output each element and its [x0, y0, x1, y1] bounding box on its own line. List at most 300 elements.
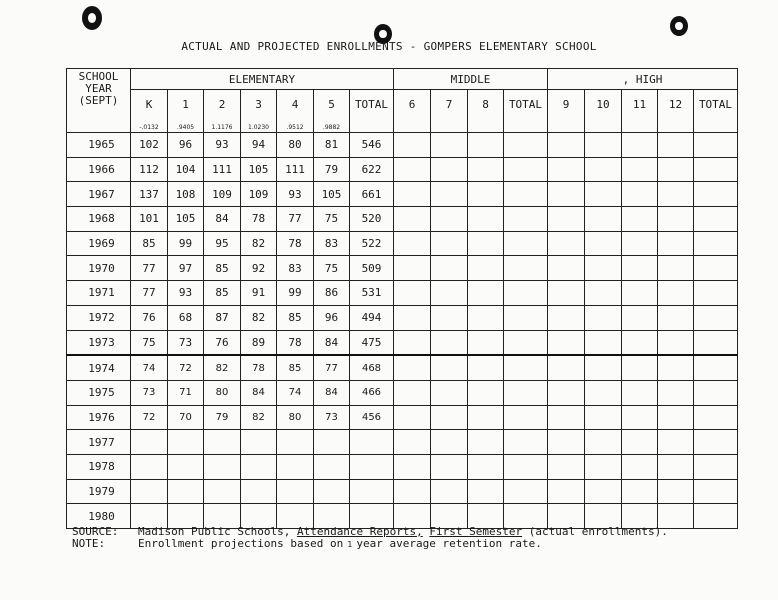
elementary-col-header — [204, 90, 241, 133]
empty-cell — [694, 355, 738, 380]
empty-cell — [431, 207, 468, 232]
empty-cell — [585, 133, 622, 158]
elementary-value-cell: 85 — [277, 305, 314, 330]
elementary-value-cell — [131, 479, 168, 504]
empty-cell — [504, 479, 548, 504]
elementary-value-cell: 475 — [350, 330, 394, 355]
elementary-value-cell: 109 — [204, 182, 241, 207]
punch-hole-left — [82, 6, 102, 30]
empty-cell — [622, 479, 658, 504]
elementary-value-cell — [314, 479, 350, 504]
table-row — [67, 182, 738, 207]
empty-cell — [658, 454, 694, 479]
empty-cell — [622, 207, 658, 232]
elementary-value-cell: 93 — [277, 182, 314, 207]
column-label: 12 — [668, 98, 683, 111]
elementary-value-cell: 84 — [314, 380, 350, 405]
elementary-value-cell — [314, 454, 350, 479]
note-label: NOTE: — [72, 537, 106, 550]
high-section-header: , HIGH — [548, 69, 738, 90]
elementary-value-cell: 86 — [314, 281, 350, 306]
table-row — [67, 281, 738, 306]
elementary-value-cell — [131, 430, 168, 455]
elementary-value-cell: 101 — [131, 207, 168, 232]
elementary-value-cell — [168, 479, 204, 504]
empty-cell — [468, 182, 504, 207]
year-cell: 1969 — [67, 231, 131, 256]
year-cell: 1965 — [67, 133, 131, 158]
empty-cell — [585, 405, 622, 430]
empty-cell — [548, 305, 585, 330]
note-prefix: Enrollment projections based on — [138, 537, 344, 550]
elementary-section-header: ELEMENTARY — [131, 69, 394, 90]
elementary-value-cell — [168, 430, 204, 455]
retention-rate: .9882 — [322, 124, 341, 131]
high-col-header — [622, 90, 658, 133]
column-label: 7 — [445, 98, 453, 111]
empty-cell — [468, 231, 504, 256]
year-cell: 1972 — [67, 305, 131, 330]
empty-cell — [658, 256, 694, 281]
elementary-value-cell: 75 — [131, 330, 168, 355]
elementary-value-cell: 85 — [204, 281, 241, 306]
middle-section-header: MIDDLE — [394, 69, 548, 90]
empty-cell — [431, 133, 468, 158]
elementary-value-cell: 102 — [131, 133, 168, 158]
elementary-value-cell: 79 — [204, 405, 241, 430]
empty-cell — [622, 231, 658, 256]
table-row — [67, 157, 738, 182]
projection-note — [72, 538, 668, 551]
empty-cell — [394, 355, 431, 380]
elementary-value-cell: 82 — [241, 305, 277, 330]
elementary-value-cell: 77 — [131, 281, 168, 306]
retention-rate: .9405 — [176, 124, 195, 131]
empty-cell — [394, 405, 431, 430]
empty-cell — [431, 430, 468, 455]
elementary-value-cell: 95 — [204, 231, 241, 256]
empty-cell — [468, 330, 504, 355]
empty-cell — [431, 454, 468, 479]
elementary-value-cell: 73 — [314, 405, 350, 430]
empty-cell — [468, 355, 504, 380]
elementary-value-cell: 87 — [204, 305, 241, 330]
year-cell: 1968 — [67, 207, 131, 232]
elementary-value-cell: 546 — [350, 133, 394, 158]
empty-cell — [431, 157, 468, 182]
empty-cell — [431, 231, 468, 256]
table-row — [67, 330, 738, 355]
elementary-value-cell: 78 — [241, 207, 277, 232]
elementary-value-cell: 80 — [204, 380, 241, 405]
elementary-value-cell: 76 — [131, 305, 168, 330]
empty-cell — [585, 454, 622, 479]
elementary-value-cell: 105 — [168, 207, 204, 232]
column-label: 8 — [482, 98, 489, 111]
elementary-value-cell: 77 — [131, 256, 168, 281]
empty-cell — [394, 157, 431, 182]
empty-cell — [504, 182, 548, 207]
empty-cell — [504, 281, 548, 306]
empty-cell — [548, 430, 585, 455]
middle-col-header — [431, 90, 468, 133]
elementary-value-cell: 111 — [277, 157, 314, 182]
punch-hole-right — [670, 16, 688, 36]
column-label: K — [145, 98, 153, 111]
elementary-value-cell: 75 — [314, 207, 350, 232]
empty-cell — [585, 430, 622, 455]
empty-cell — [504, 256, 548, 281]
elementary-value-cell: 73 — [168, 330, 204, 355]
retention-rate: 1.1176 — [211, 124, 233, 131]
empty-cell — [658, 231, 694, 256]
empty-cell — [431, 182, 468, 207]
empty-cell — [694, 454, 738, 479]
empty-cell — [585, 305, 622, 330]
elementary-value-cell: 522 — [350, 231, 394, 256]
elementary-value-cell — [277, 430, 314, 455]
column-label: 2 — [218, 98, 226, 111]
empty-cell — [468, 380, 504, 405]
source-label: SOURCE: — [72, 525, 119, 538]
empty-cell — [394, 133, 431, 158]
empty-cell — [622, 281, 658, 306]
empty-cell — [431, 405, 468, 430]
elementary-value-cell: 71 — [168, 380, 204, 405]
empty-cell — [694, 305, 738, 330]
elementary-value-cell: 104 — [168, 157, 204, 182]
elementary-value-cell: 83 — [314, 231, 350, 256]
empty-cell — [585, 355, 622, 380]
elementary-col-header — [241, 90, 277, 133]
elementary-value-cell: 76 — [204, 330, 241, 355]
table-row — [67, 207, 738, 232]
elementary-value-cell: 94 — [241, 133, 277, 158]
empty-cell — [548, 182, 585, 207]
elementary-value-cell: 137 — [131, 182, 168, 207]
elementary-value-cell: 77 — [314, 355, 350, 380]
empty-cell — [548, 454, 585, 479]
empty-cell — [468, 281, 504, 306]
empty-cell — [622, 405, 658, 430]
elementary-value-cell: 78 — [241, 355, 277, 380]
table-row — [67, 256, 738, 281]
empty-cell — [504, 430, 548, 455]
elementary-value-cell — [241, 454, 277, 479]
elementary-value-cell: 91 — [241, 281, 277, 306]
column-label: 4 — [291, 98, 299, 111]
elementary-value-cell: 72 — [131, 405, 168, 430]
year-cell: 1977 — [67, 430, 131, 455]
elementary-value-cell: 78 — [277, 330, 314, 355]
empty-cell — [622, 454, 658, 479]
empty-cell — [468, 305, 504, 330]
empty-cell — [504, 454, 548, 479]
elementary-value-cell: 70 — [168, 405, 204, 430]
retention-rate: 1.0230 — [248, 124, 269, 131]
empty-cell — [622, 430, 658, 455]
empty-cell — [431, 256, 468, 281]
middle-col-header — [394, 90, 431, 133]
elementary-col-header — [168, 90, 204, 133]
empty-cell — [548, 256, 585, 281]
elementary-value-cell — [314, 430, 350, 455]
year-cell: 1979 — [67, 479, 131, 504]
elementary-value-cell: 661 — [350, 182, 394, 207]
elementary-value-cell: 99 — [277, 281, 314, 306]
elementary-value-cell — [350, 479, 394, 504]
empty-cell — [694, 182, 738, 207]
empty-cell — [622, 133, 658, 158]
empty-cell — [394, 305, 431, 330]
elementary-col-header — [350, 90, 394, 133]
year-header-line: YEAR — [85, 82, 112, 95]
empty-cell — [548, 355, 585, 380]
elementary-value-cell: 79 — [314, 157, 350, 182]
column-label: 6 — [408, 98, 416, 111]
elementary-value-cell: 75 — [314, 256, 350, 281]
elementary-value-cell — [241, 430, 277, 455]
year-cell: 1974 — [67, 355, 131, 380]
empty-cell — [585, 380, 622, 405]
empty-cell — [548, 330, 585, 355]
table-row — [67, 355, 738, 380]
elementary-value-cell — [241, 479, 277, 504]
empty-cell — [585, 330, 622, 355]
empty-cell — [694, 479, 738, 504]
empty-cell — [622, 380, 658, 405]
empty-cell — [394, 281, 431, 306]
empty-cell — [585, 231, 622, 256]
empty-cell — [431, 305, 468, 330]
empty-cell — [622, 330, 658, 355]
elementary-value-cell: 105 — [241, 157, 277, 182]
empty-cell — [585, 207, 622, 232]
column-label: 1 — [182, 98, 189, 111]
year-header-line: (SEPT) — [78, 94, 119, 107]
elementary-value-cell: 93 — [204, 133, 241, 158]
empty-cell — [658, 305, 694, 330]
high-col-header — [694, 90, 738, 133]
empty-cell — [468, 479, 504, 504]
empty-cell — [394, 380, 431, 405]
year-cell: 1980 — [67, 504, 131, 529]
year-cell: 1975 — [67, 380, 131, 405]
empty-cell — [394, 182, 431, 207]
empty-cell — [694, 504, 738, 529]
elementary-value-cell: 85 — [131, 231, 168, 256]
elementary-value-cell: 84 — [241, 380, 277, 405]
empty-cell — [431, 380, 468, 405]
elementary-value-cell — [168, 454, 204, 479]
year-cell: 1971 — [67, 281, 131, 306]
empty-cell — [622, 157, 658, 182]
empty-cell — [548, 479, 585, 504]
elementary-value-cell: 74 — [277, 380, 314, 405]
empty-cell — [548, 380, 585, 405]
elementary-value-cell: 73 — [131, 380, 168, 405]
column-label: 3 — [255, 98, 262, 111]
empty-cell — [431, 355, 468, 380]
empty-cell — [468, 207, 504, 232]
empty-cell — [694, 231, 738, 256]
empty-cell — [694, 157, 738, 182]
column-label: TOTAL — [508, 98, 543, 111]
elementary-value-cell: 68 — [168, 305, 204, 330]
empty-cell — [585, 479, 622, 504]
table-row — [67, 133, 738, 158]
elementary-value-cell: 84 — [204, 207, 241, 232]
empty-cell — [504, 330, 548, 355]
year-cell: 1966 — [67, 157, 131, 182]
elementary-value-cell: 108 — [168, 182, 204, 207]
empty-cell — [658, 355, 694, 380]
empty-cell — [394, 231, 431, 256]
source-attendance-reports: Attendance Reports, — [296, 525, 423, 538]
empty-cell — [548, 207, 585, 232]
empty-cell — [548, 231, 585, 256]
empty-cell — [394, 330, 431, 355]
empty-cell — [431, 281, 468, 306]
elementary-value-cell: 77 — [277, 207, 314, 232]
elementary-value-cell: 97 — [168, 256, 204, 281]
elementary-col-header — [131, 90, 168, 133]
year-column-header — [67, 69, 131, 133]
elementary-value-cell — [350, 454, 394, 479]
empty-cell — [468, 256, 504, 281]
table-row — [67, 380, 738, 405]
column-label: 9 — [562, 98, 570, 111]
enrollment-table — [66, 68, 738, 529]
year-cell: 1978 — [67, 454, 131, 479]
empty-cell — [658, 405, 694, 430]
elementary-value-cell: 80 — [277, 133, 314, 158]
empty-cell — [658, 479, 694, 504]
empty-cell — [504, 231, 548, 256]
empty-cell — [548, 157, 585, 182]
table-row — [67, 430, 738, 455]
empty-cell — [394, 454, 431, 479]
source-first-semester: First Semester — [429, 525, 523, 538]
elementary-value-cell: 81 — [314, 133, 350, 158]
column-label: TOTAL — [354, 98, 389, 111]
elementary-value-cell — [350, 430, 394, 455]
empty-cell — [504, 207, 548, 232]
empty-cell — [504, 133, 548, 158]
elementary-value-cell — [131, 454, 168, 479]
elementary-value-cell: 509 — [350, 256, 394, 281]
elementary-value-cell: 82 — [241, 231, 277, 256]
empty-cell — [658, 430, 694, 455]
elementary-value-cell: 622 — [350, 157, 394, 182]
empty-cell — [431, 479, 468, 504]
empty-cell — [548, 133, 585, 158]
footnotes — [72, 526, 668, 551]
source-suffix: (actual enrollments). — [528, 525, 668, 538]
empty-cell — [468, 454, 504, 479]
empty-cell — [548, 281, 585, 306]
empty-cell — [504, 355, 548, 380]
elementary-value-cell — [204, 430, 241, 455]
year-header-line: SCHOOL — [78, 70, 119, 83]
year-cell: 1976 — [67, 405, 131, 430]
elementary-value-cell: 466 — [350, 380, 394, 405]
empty-cell — [394, 207, 431, 232]
elementary-value-cell: 105 — [314, 182, 350, 207]
empty-cell — [504, 380, 548, 405]
elementary-value-cell: 92 — [241, 256, 277, 281]
empty-cell — [694, 281, 738, 306]
column-label: 5 — [328, 98, 335, 111]
table-row — [67, 479, 738, 504]
elementary-value-cell: 456 — [350, 405, 394, 430]
empty-cell — [504, 405, 548, 430]
elementary-value-cell: 109 — [241, 182, 277, 207]
elementary-value-cell: 89 — [241, 330, 277, 355]
empty-cell — [658, 182, 694, 207]
elementary-value-cell — [277, 454, 314, 479]
elementary-value-cell: 93 — [168, 281, 204, 306]
elementary-value-cell: 82 — [241, 405, 277, 430]
elementary-value-cell: 531 — [350, 281, 394, 306]
elementary-value-cell: 80 — [277, 405, 314, 430]
empty-cell — [658, 133, 694, 158]
year-cell: 1970 — [67, 256, 131, 281]
empty-cell — [394, 430, 431, 455]
elementary-value-cell: 78 — [277, 231, 314, 256]
elementary-value-cell: 96 — [168, 133, 204, 158]
elementary-value-cell: 85 — [204, 256, 241, 281]
empty-cell — [622, 355, 658, 380]
empty-cell — [585, 182, 622, 207]
year-cell: 1967 — [67, 182, 131, 207]
elementary-col-header — [277, 90, 314, 133]
empty-cell — [622, 256, 658, 281]
empty-cell — [394, 256, 431, 281]
column-label: 11 — [632, 98, 647, 111]
elementary-value-cell: 468 — [350, 355, 394, 380]
source-prefix: Madison Public Schools, — [138, 525, 291, 538]
retention-rate: -.0132 — [139, 124, 159, 131]
empty-cell — [504, 157, 548, 182]
note-suffix: year average retention rate. — [356, 537, 542, 550]
empty-cell — [694, 405, 738, 430]
elementary-value-cell: 74 — [131, 355, 168, 380]
high-col-header — [658, 90, 694, 133]
table-row — [67, 405, 738, 430]
column-label: 10 — [596, 98, 610, 111]
elementary-value-cell: 82 — [204, 355, 241, 380]
empty-cell — [585, 281, 622, 306]
empty-cell — [468, 133, 504, 158]
empty-cell — [694, 430, 738, 455]
elementary-col-header — [314, 90, 350, 133]
retention-rate: .9512 — [286, 124, 304, 131]
elementary-value-cell: 72 — [168, 355, 204, 380]
empty-cell — [394, 479, 431, 504]
elementary-value-cell: 83 — [277, 256, 314, 281]
empty-cell — [468, 405, 504, 430]
empty-cell — [694, 330, 738, 355]
empty-cell — [658, 330, 694, 355]
elementary-value-cell: 85 — [277, 355, 314, 380]
elementary-value-cell: 494 — [350, 305, 394, 330]
empty-cell — [431, 330, 468, 355]
page-title: ACTUAL AND PROJECTED ENROLLMENTS - GOMPERS ELEMENTARY SCHOOL — [181, 40, 597, 53]
elementary-value-cell: 111 — [204, 157, 241, 182]
elementary-value-cell — [204, 479, 241, 504]
empty-cell — [468, 157, 504, 182]
